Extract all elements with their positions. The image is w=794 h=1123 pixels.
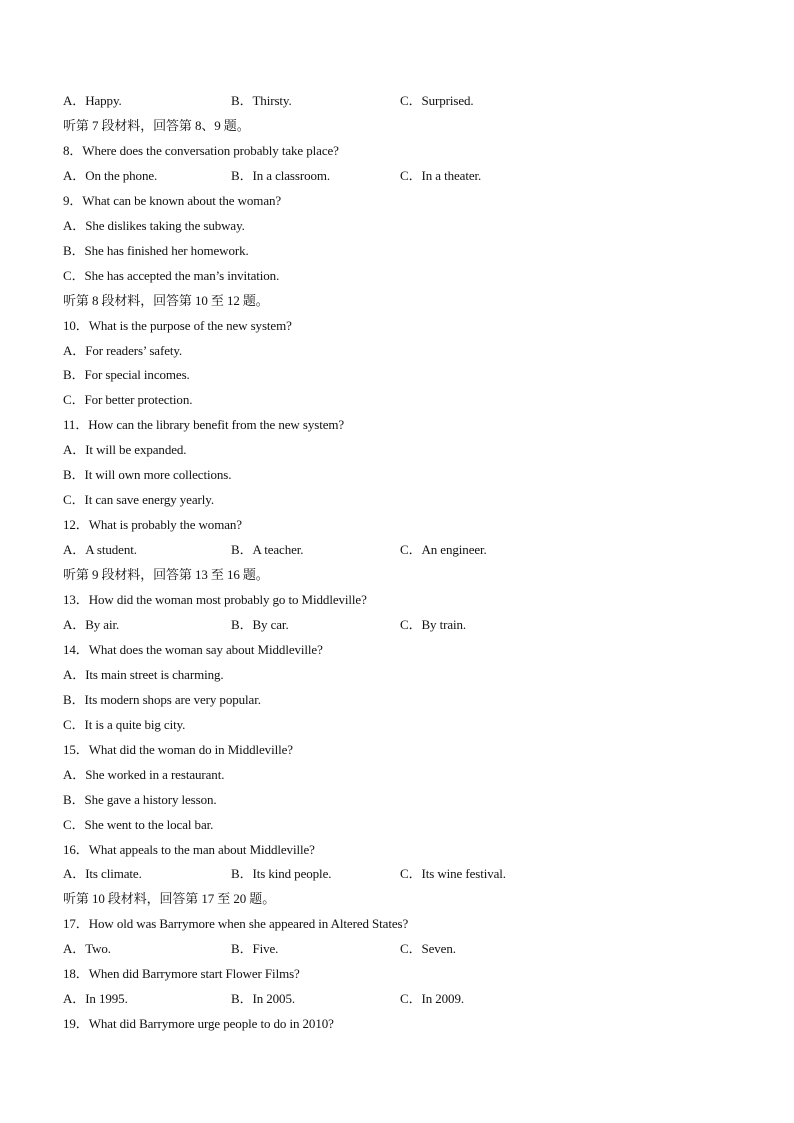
question-text: 18．When did Barrymore start Flower Films? — [63, 966, 300, 982]
option-b: B．A teacher. — [231, 542, 304, 558]
option-b: B．By car. — [231, 616, 289, 632]
question-text: 9．What can be known about the woman? — [63, 192, 282, 208]
question-text: 13．How did the woman most probably go to Middleville? — [63, 592, 367, 607]
option-a: A．On the phone. — [63, 167, 158, 183]
option-b: B．Thirsty. — [231, 93, 292, 108]
option-line: C．For better protection. — [63, 392, 193, 408]
option-line: C．It is a quite big city. — [63, 716, 186, 732]
option-c: C．In a theater. — [400, 167, 482, 183]
option-line: C．She went to the local bar. — [63, 816, 214, 832]
question-text: 8．Where does the conversation probably take place? — [63, 142, 339, 158]
question-text: 15．What did the woman do in Middleville? — [63, 741, 293, 757]
option-line: B．It will own more collections. — [63, 467, 232, 483]
section-heading: 听第 10 段材料，回答第 17 至 20 题。 — [63, 891, 276, 907]
question-text: 14．What does the woman say about Middleville? — [63, 641, 323, 657]
option-b: B．In 2005. — [231, 991, 296, 1007]
option-line: A．She dislikes taking the subway. — [63, 217, 245, 233]
option-a: A．In 1995. — [63, 991, 128, 1007]
question-text: 17．How old was Barrymore when she appeared in Altered States? — [63, 916, 409, 932]
option-c: C．In 2009. — [400, 991, 465, 1007]
section-heading: 听第 9 段材料，回答第 13 至 16 题。 — [63, 567, 269, 583]
question-text: 19．What did Barrymore urge people to do in 2010? — [63, 1016, 334, 1032]
option-b: B．Five. — [231, 941, 279, 957]
option-c: C．By train. — [400, 616, 467, 632]
option-a: A．Happy. — [63, 93, 122, 108]
question-text: 10．What is the purpose of the new system? — [63, 317, 292, 333]
option-line: C．She has accepted the man’s invitation. — [63, 267, 280, 283]
option-a: A．By air. — [63, 616, 120, 632]
option-a: A．Two. — [63, 941, 111, 957]
option-line: A．It will be expanded. — [63, 442, 187, 458]
option-line: A．She worked in a restaurant. — [63, 766, 225, 782]
question-text: 11．How can the library benefit from the new system? — [63, 417, 345, 433]
section-heading: 听第 7 段材料，回答第 8、9 题。 — [63, 117, 250, 133]
option-c: C．Surprised. — [400, 93, 474, 108]
option-a: A．A student. — [63, 542, 137, 558]
section-heading: 听第 8 段材料，回答第 10 至 12 题。 — [63, 292, 269, 308]
option-a: A．Its climate. — [63, 866, 142, 882]
option-c: C．Its wine festival. — [400, 866, 506, 882]
option-c: C．An engineer. — [400, 542, 487, 558]
option-line: B．For special incomes. — [63, 367, 190, 383]
question-text: 12．What is probably the woman? — [63, 517, 242, 533]
option-line: B．She gave a history lesson. — [63, 791, 217, 807]
option-b: B．In a classroom. — [231, 167, 331, 183]
option-line: A．Its main street is charming. — [63, 666, 224, 682]
option-c: C．Seven. — [400, 941, 456, 957]
question-text: 16．What appeals to the man about Middleville? — [63, 841, 315, 857]
option-line: A．For readers’ safety. — [63, 342, 183, 358]
option-line: C．It can save energy yearly. — [63, 492, 214, 508]
option-b: B．Its kind people. — [231, 866, 332, 882]
option-line: B．Its modern shops are very popular. — [63, 691, 261, 707]
option-line: B．She has finished her homework. — [63, 242, 249, 258]
